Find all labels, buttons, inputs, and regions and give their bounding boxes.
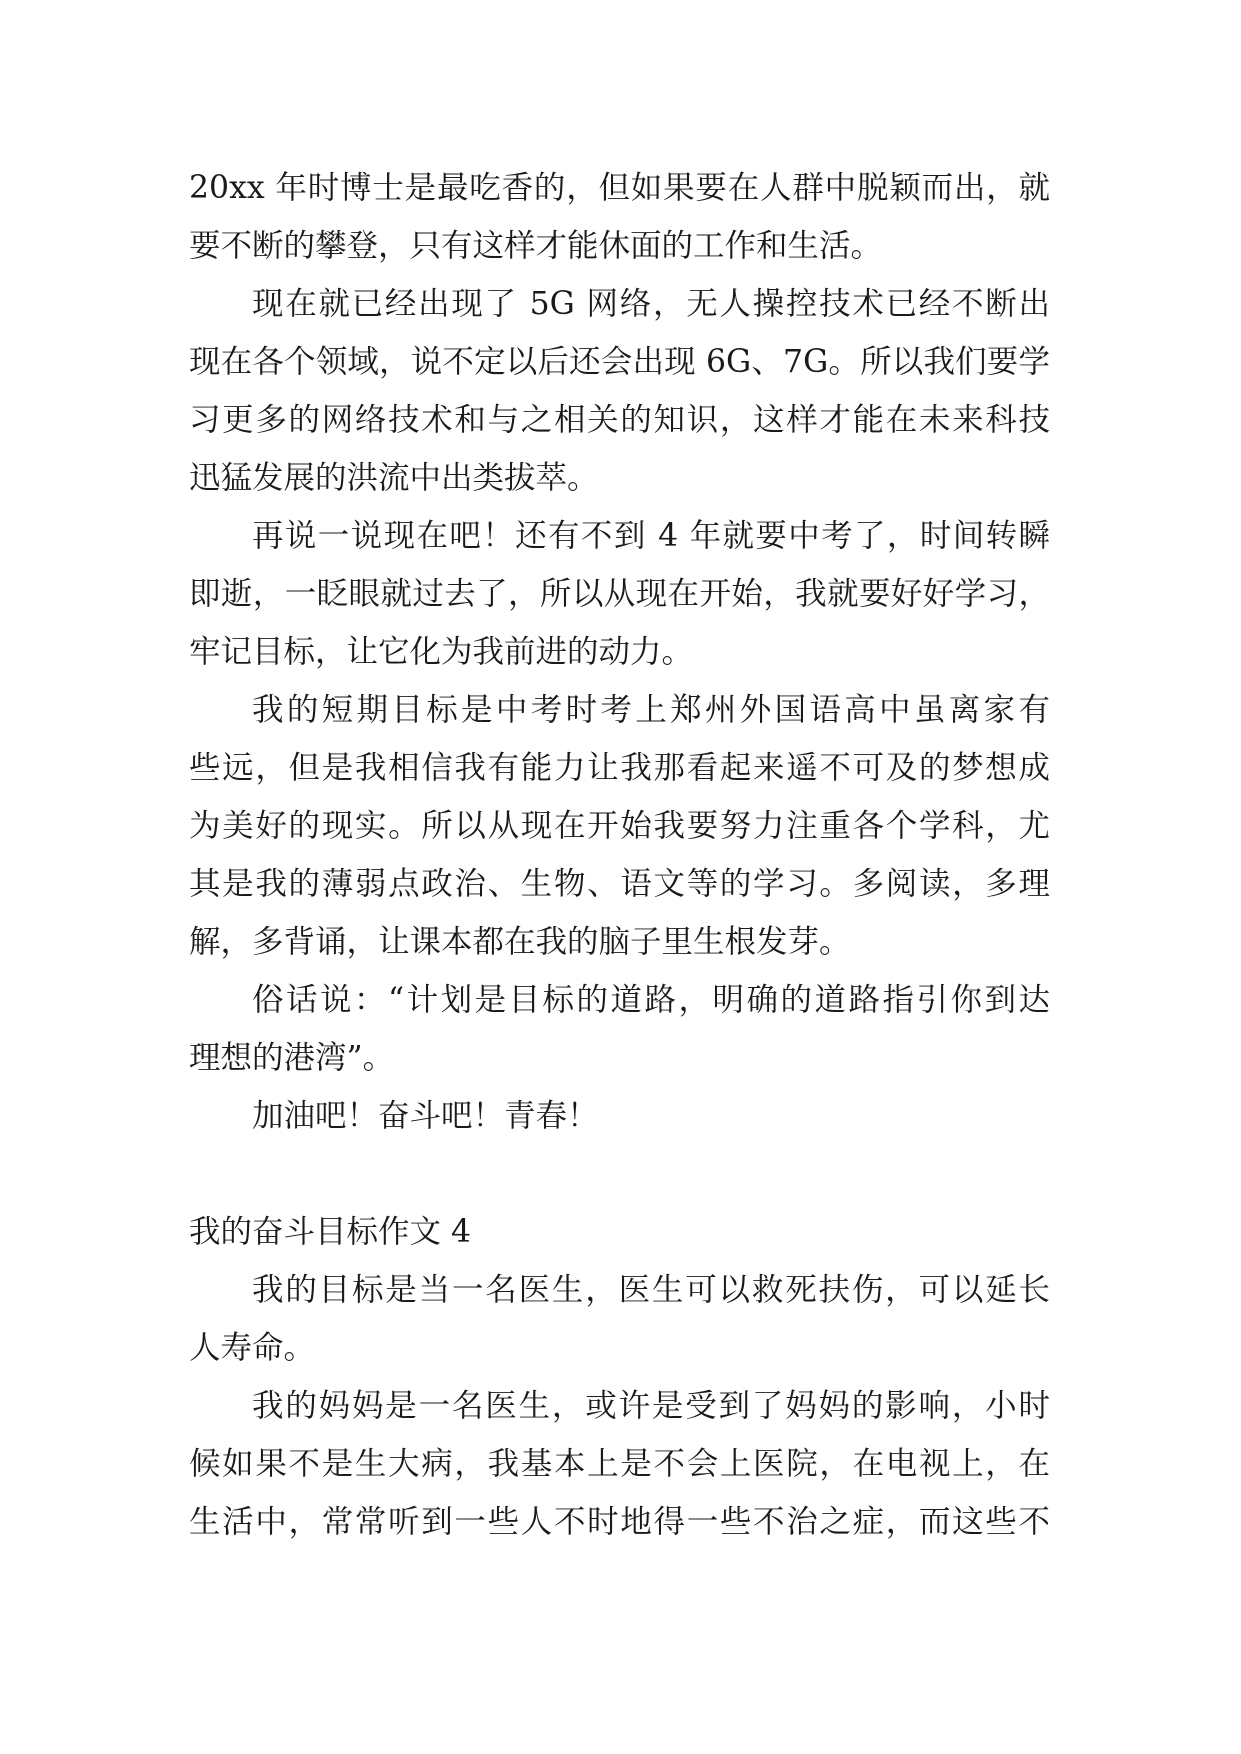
paragraph-6-line-1: 加油吧！奋斗吧！青春！ [252, 1098, 599, 1134]
paragraph-3-line-1: 再说一说现在吧！还有不到 4 年就要中考了，时间转瞬 [252, 518, 1050, 554]
paragraph-4-line-5: 解，多背诵，让课本都在我的脑子里生根发芽。 [189, 924, 851, 960]
paragraph-3-line-3: 牢记目标，让它化为我前进的动力。 [189, 634, 694, 670]
paragraph-2-line-4: 迅猛发展的洪流中出类拔萃。 [189, 460, 599, 496]
paragraph-1-line-2: 要不断的攀登，只有这样才能休面的工作和生活。 [189, 228, 883, 264]
section-paragraph-2-line-2: 候如果不是生大病，我基本上是不会上医院，在电视上，在 [189, 1446, 1050, 1482]
section-paragraph-1-line-1: 我的目标是当一名医生，医生可以救死扶伤，可以延长 [252, 1272, 1050, 1308]
paragraph-2-line-2: 现在各个领域，说不定以后还会出现 6G、7G。所以我们要学 [189, 344, 1050, 380]
paragraph-4-line-1: 我的短期目标是中考时考上郑州外国语高中虽离家有 [252, 692, 1050, 728]
paragraph-4-line-4: 其是我的薄弱点政治、生物、语文等的学习。多阅读，多理 [189, 866, 1050, 902]
paragraph-5-line-1: 俗话说：“计划是目标的道路，明确的道路指引你到达 [252, 982, 1050, 1018]
section-paragraph-2-line-1: 我的妈妈是一名医生，或许是受到了妈妈的影响，小时 [252, 1388, 1050, 1424]
paragraph-5-line-2: 理想的港湾”。 [189, 1040, 395, 1076]
section-paragraph-1-line-2: 人寿命。 [189, 1330, 316, 1366]
paragraph-3-line-2: 即逝，一眨眼就过去了，所以从现在开始，我就要好好学习， [189, 576, 1050, 612]
paragraph-4-line-2: 些远，但是我相信我有能力让我那看起来遥不可及的梦想成 [189, 750, 1050, 786]
paragraph-1-line-1: 20xx 年时博士是最吃香的，但如果要在人群中脱颖而出，就 [189, 170, 1050, 206]
section-title: 我的奋斗目标作文 4 [189, 1214, 472, 1250]
paragraph-2-line-3: 习更多的网络技术和与之相关的知识，这样才能在未来科技 [189, 402, 1050, 438]
paragraph-4-line-3: 为美好的现实。所以从现在开始我要努力注重各个学科，尤 [189, 808, 1050, 844]
section-paragraph-2-line-3: 生活中，常常听到一些人不时地得一些不治之症，而这些不 [189, 1504, 1050, 1540]
paragraph-2-line-1: 现在就已经出现了 5G 网络，无人操控技术已经不断出 [252, 286, 1050, 322]
